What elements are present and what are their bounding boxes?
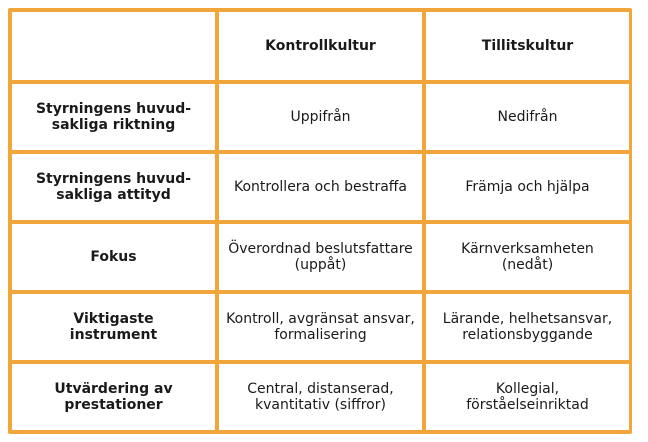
table-cell: Uppifrån — [219, 84, 422, 150]
table-cell: Central, distanserad, kvantitativ (siffror) — [219, 364, 422, 430]
row-header: Viktigaste instrument — [12, 294, 215, 360]
table-row — [12, 84, 629, 150]
table-cell: Nedifrån — [426, 84, 629, 150]
table-cell: Kärnverksamheten (nedåt) — [426, 224, 629, 290]
table-cell: Kollegial, förståelseinriktad — [426, 364, 629, 430]
table-cell: Kontroll, avgränsat ansvar, formalisering — [219, 294, 422, 360]
row-header: Utvärdering av prestationer — [12, 364, 215, 430]
table-cell: Överordnad beslutsfattare (uppåt) — [219, 224, 422, 290]
comparison-table — [8, 8, 633, 434]
table-row — [12, 294, 629, 360]
table-row — [12, 154, 629, 220]
table-row — [12, 364, 629, 430]
table-cell: Främja och hjälpa — [426, 154, 629, 220]
row-header: Styrningens huvud- sakliga riktning — [12, 84, 215, 150]
comparison-table-frame — [8, 8, 632, 434]
column-header-tillitskultur: Tillitskultur — [426, 12, 629, 80]
table-cell: Lärande, helhetsansvar, relationsbyggande — [426, 294, 629, 360]
header-row — [12, 12, 629, 80]
table-row — [12, 224, 629, 290]
row-header: Styrningens huvud- sakliga attityd — [12, 154, 215, 220]
column-header-kontrollkultur: Kontrollkultur — [219, 12, 422, 80]
row-header: Fokus — [12, 224, 215, 290]
corner-cell — [12, 12, 215, 80]
table-cell: Kontrollera och bestraffa — [219, 154, 422, 220]
